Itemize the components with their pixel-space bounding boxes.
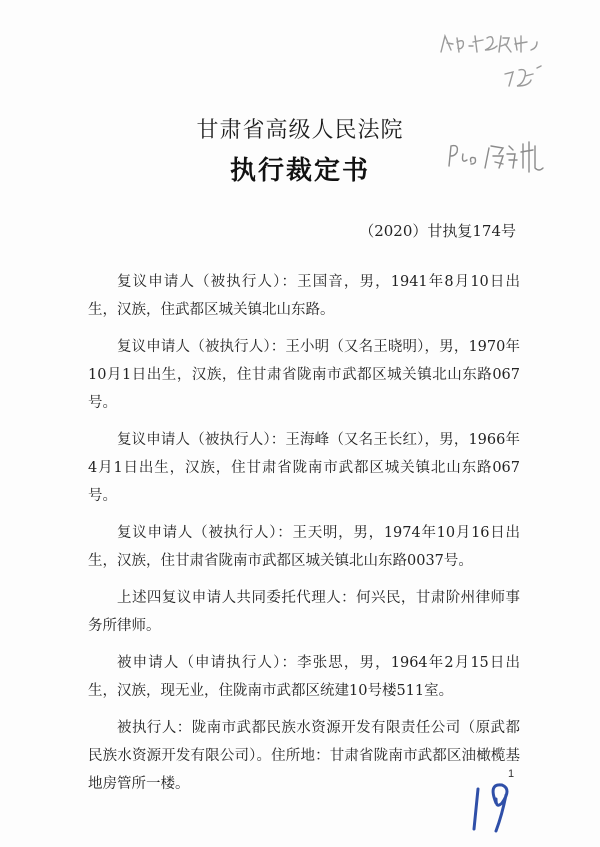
paragraph-applicant-4: 复议申请人（被执行人）：王天明，男，1974年10月16日出生，汉族，住甘肃省陇南市武都区城关镇北山东路0037号。 — [88, 525, 520, 569]
paragraph-agent: 上述四复议申请人共同委托代理人：何兴民，甘肃阶州律师事务所律师。 — [88, 590, 520, 634]
paragraph-applicant-3: 复议申请人（被执行人）：王海峰（又名王长红），男，1966年4月1日出生，汉族，住甘肃省陇南市武都区城关镇北山东路067号。 — [88, 432, 520, 504]
court-name: 甘肃省高级人民法院 — [196, 118, 404, 143]
paragraph-applicant-1: 复议申请人（被执行人）：王国音，男，1941年8月10日出生，汉族，住武都区城关镇北山东路。 — [88, 274, 520, 318]
document-body — [88, 268, 520, 807]
paragraph-applicant-2: 复议申请人（被执行人）：王小明（又名王晓明），男，1970年10月1日出生，汉族，住甘肃省陇南市武都区城关镇北山东路067号。 — [88, 339, 520, 411]
handwritten-page-mark — [466, 775, 526, 835]
handwritten-annotation-top — [437, 30, 547, 100]
paragraph-respondent: 被申请人（申请执行人）：李张思，男，1964年2月15日出生，汉族，现无业，住陇南市武都区统建10号楼511室。 — [88, 655, 520, 699]
document-title: 执行裁定书 — [229, 156, 370, 186]
page-number: 1 — [508, 768, 515, 780]
case-number: （2020）甘执复174号 — [359, 222, 516, 240]
paragraph-executee: 被执行人：陇南市武都民族水资源开发有限责任公司（原武都民族水资源开发有限公司）。住所地：甘肃省陇南市武都区油橄榄基地房管所一楼。 — [88, 720, 520, 792]
